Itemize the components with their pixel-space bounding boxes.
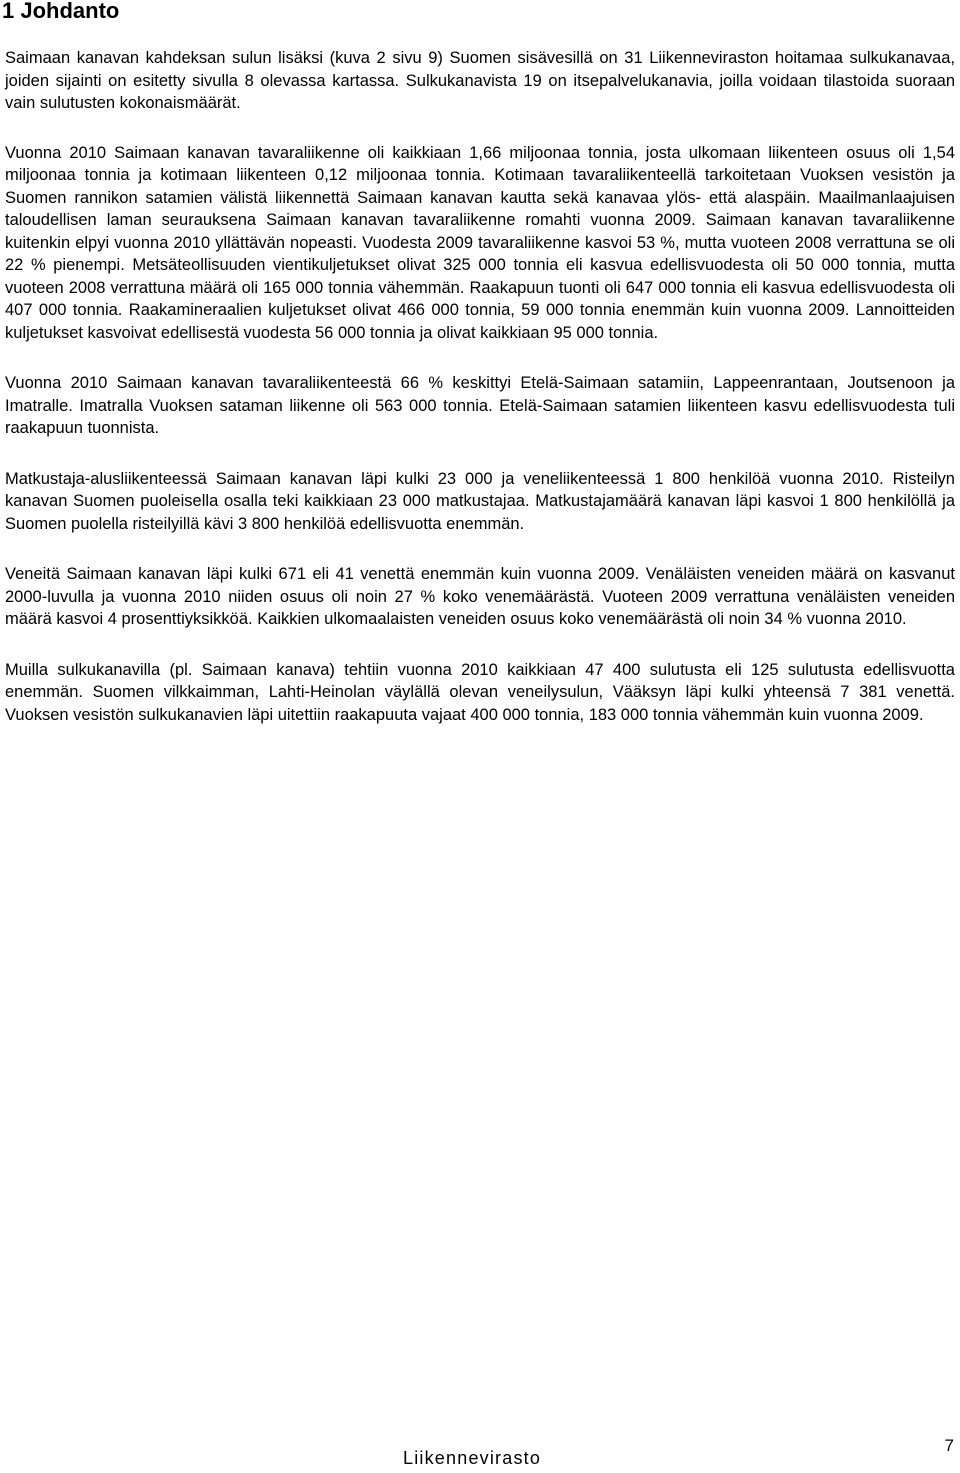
paragraph-canals-intro: Saimaan kanavan kahdeksan sulun lisäksi (kuva 2 sivu 9) Suomen sisävesillä on 31 Liikenneviraston hoitamaa sulkukanavaa, joiden sijainti on esitetty sivulla 8 olevassa kartassa. Sulkukanavista 19 on itsepalvelukanavia, joilla voidaan tilastoida suoraan vain sulutusten kokonaismäärät.: [5, 49, 955, 112]
page-title: 1 Johdanto: [2, 0, 120, 23]
paragraph-passenger-traffic: Matkustaja-alusliikenteessä Saimaan kanavan läpi kulki 23 000 ja veneliikenteessä 1 800 henkilöä vuonna 2010. Risteilyn kanavan Suomen puoleisella osalla teki kaikkiaan 23 000 matkustajaa. Matkustajamäärä kanavan läpi kasvoi 1 800 henkilöllä ja Suomen puolella risteilyillä kävi 3 800 henkilöä edellisvuotta enemmän.: [5, 469, 955, 533]
paragraph-cargo-traffic: Vuonna 2010 Saimaan kanavan tavaraliikenne oli kaikkiaan 1,66 miljoonaa tonnia, josta ulkomaan liikenteen osuus oli 1,54 miljoonaa tonnia ja kotimaan liikenteen 0,12 miljoonaa tonnia. Kotimaan tavaraliikenteellä tarkoitetaan Vuoksen vesistön ja Suomen rannikon satamien välistä liikennettä Saimaan kanavan kautta sekä kanavaa ylös- että alaspäin. Maailmanlaajuisen taloudellisen laman seurauksena Saimaan kanavan tavaraliikenne romahti vuonna 2009. Saimaan kanavan tavaraliikenne kuitenkin elpyi vuonna 2010 yllättävän nopeasti. Vuodesta 2009 tavaraliikenne kasvoi 53 %, mutta vuoteen 2008 verrattuna se oli 22 % pienempi. Metsäteollisuuden vientikuljetukset olivat 325 000 tonnia eli kasvua edellisvuodesta oli 50 000 tonnia, mutta vuoteen 2008 verrattuna määrä oli 165 000 tonnia vähemmän. Raakapuun tuonti oli 647 000 tonnia eli kasvua edellisvuodesta oli 407 000 tonnia. Raakamineraalien kuljetukset olivat 466 000 tonnia, 59 000 tonnia enemmän kuin vuonna 2009. Lannoitteiden kuljetukset kasvoivat edellisestä vuodesta 56 000 tonnia ja olivat kaikkiaan 95 000 tonnia.: [5, 143, 955, 342]
paragraph-other-canals: Muilla sulkukanavilla (pl. Saimaan kanava) tehtiin vuonna 2010 kaikkiaan 47 400 sulutusta eli 125 sulutusta edellisvuotta enemmän. Suomen vilkkaimman, Lahti-Heinolan väylällä olevan veneilysulun, Vääksyn läpi kulki yhteensä 7 381 venettä. Vuoksen vesistön sulkukanavien läpi uitettiin raakapuuta vajaat 400 000 tonnia, 183 000 tonnia vähemmän kuin vuonna 2009.: [5, 660, 955, 724]
paragraph-boats: Veneitä Saimaan kanavan läpi kulki 671 eli 41 venettä enemmän kuin vuonna 2009. Venäläisten veneiden määrä on kasvanut 2000-luvulla ja vuonna 2010 niiden osuus oli noin 27 % koko venemäärästä. Vuoteen 2009 verrattuna venäläisten veneiden määrä kasvoi 4 prosenttiyksikköä. Kaikkien ulkomaalaisten veneiden osuus koko venemäärästä oli noin 34 % vuonna 2010.: [5, 565, 955, 628]
page-number: 7: [944, 1436, 954, 1455]
paragraph-ports: Vuonna 2010 Saimaan kanavan tavaraliikenteestä 66 % keskittyi Etelä-Saimaan satamiin, Lappeenrantaan, Joutsenoon ja Imatralle. Imatralla Vuoksen sataman liikenne oli 563 000 tonnia. Etelä-Saimaan satamien liikenteen kasvu edellisvuodesta tuli raakapuun tuonnista.: [5, 374, 955, 437]
footer-publisher: Liikennevirasto: [403, 1448, 542, 1468]
body-text: [5, 47, 955, 754]
